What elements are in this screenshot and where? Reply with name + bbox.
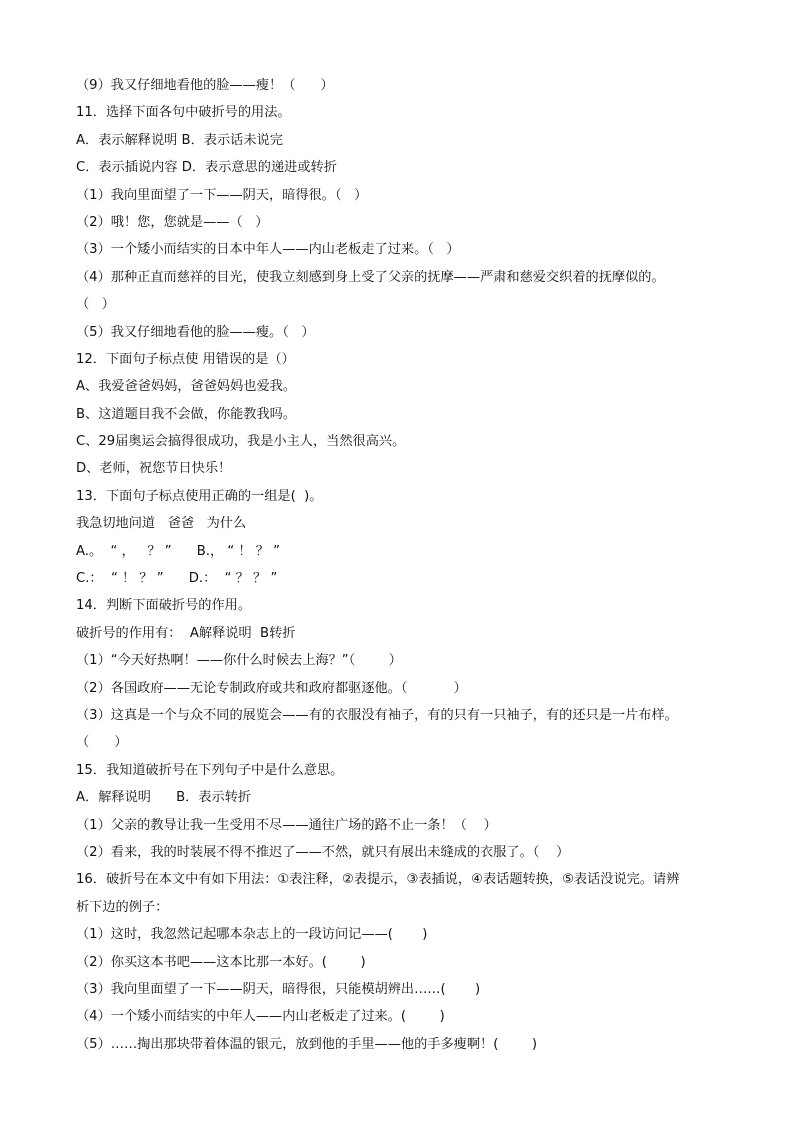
text-line: （2）各国政府——无论专制政府或共和政府都驱逐他。（ ） (76, 680, 467, 696)
text-line: A.。 “ ， ？ ” B.， “ ！ ？ ” (76, 543, 280, 559)
text-line: （1）“今天好热啊！——你什么时候去上海？”（ ） (76, 653, 402, 669)
text-line: （5）我又仔细地看他的脸——瘦。（ ） (76, 324, 315, 340)
text-line: （3）我向里面望了一下——阴天，暗得很，只能模胡辨出……( ) (76, 981, 481, 997)
text-line: D、老师，祝您节日快乐！ (76, 461, 232, 477)
text-line: （3）一个矮小而结实的日本中年人——内山老板走了过来。（ ） (76, 242, 460, 258)
text-line: （3）这真是一个与众不同的展览会——有的衣服没有袖子，有的只有一只袖子，有的还只是一片布样。 (76, 707, 678, 723)
text-line: C、29届奥运会搞得很成功，我是小主人，当然很高兴。 (76, 434, 406, 450)
text-line: A．解释说明 B．表示转折 (76, 790, 252, 806)
question-heading-12: 12．下面句子标点使 用错误的是（） (76, 351, 295, 367)
text-line: 破折号的作用有： A解释说明 B转折 (76, 625, 296, 641)
text-line: （4）那种正直而慈祥的目光，使我立刻感到身上受了父亲的抚摩——严肃和慈爱交织着的抚摩似的。 (76, 269, 665, 285)
text-line: （ ） (76, 297, 115, 313)
question-text-block (76, 72, 736, 1058)
text-line: （1）我向里面望了一下——阴天，暗得很。（ ） (76, 187, 368, 203)
text-line: 我急切地问道 爸爸 为什么 (76, 516, 247, 532)
question-heading-15: 15．我知道破折号在下列句子中是什么意思。 (76, 762, 344, 778)
text-line: A、我爱爸爸妈妈，爸爸妈妈也爱我。 (76, 379, 297, 395)
text-line: B、这道题目我不会做，你能教我吗。 (76, 406, 297, 422)
text-line: （2）看来，我的时装展不得不推迟了——不然，就只有展出未缝成的衣服了。（ ） (76, 844, 570, 860)
text-line: （2）哦！您，您就是——（ ） (76, 214, 269, 230)
text-line: （4）一个矮小而结实的中年人——内山老板走了过来。( ) (76, 1009, 445, 1025)
question-heading-14: 14．判断下面破折号的作用。 (76, 598, 252, 614)
text-line: C．表示插说内容 D．表示意思的递进或转折 (76, 160, 337, 176)
text-line: （ ） (76, 735, 128, 751)
text-line: （1）这时，我忽然记起哪本杂志上的一段访问记——( ) (76, 927, 428, 943)
text-line: C.： “ ！ ？ ” D.： “ ？ ？ ” (76, 571, 278, 587)
text-line: （1）父亲的教导让我一生受用不尽——通往广场的路不止一条！（ ） (76, 817, 497, 833)
text-line: （9）我又仔细地看他的脸——瘦！（ ） (76, 78, 334, 93)
text-line: A．表示解释说明 B．表示话未说完 (76, 132, 283, 148)
text-line: （2）你买这本书吧——这本比那一本好。( ) (76, 954, 366, 970)
question-heading-11: 11．选择下面各句中破折号的用法。 (76, 105, 291, 121)
text-line: （5）……掏出那块带着体温的银元，放到他的手里——他的手多瘦啊！( ) (76, 1036, 538, 1052)
question-heading-16: 16．破折号在本文中有如下用法：①表注释，②表提示，③表插说，④表话题转换，⑤表话没说完。请辨 (76, 872, 680, 888)
text-line: 析下边的例子： (76, 899, 169, 915)
question-heading-13: 13．下面句子标点使用正确的一组是( )。 (76, 488, 323, 504)
